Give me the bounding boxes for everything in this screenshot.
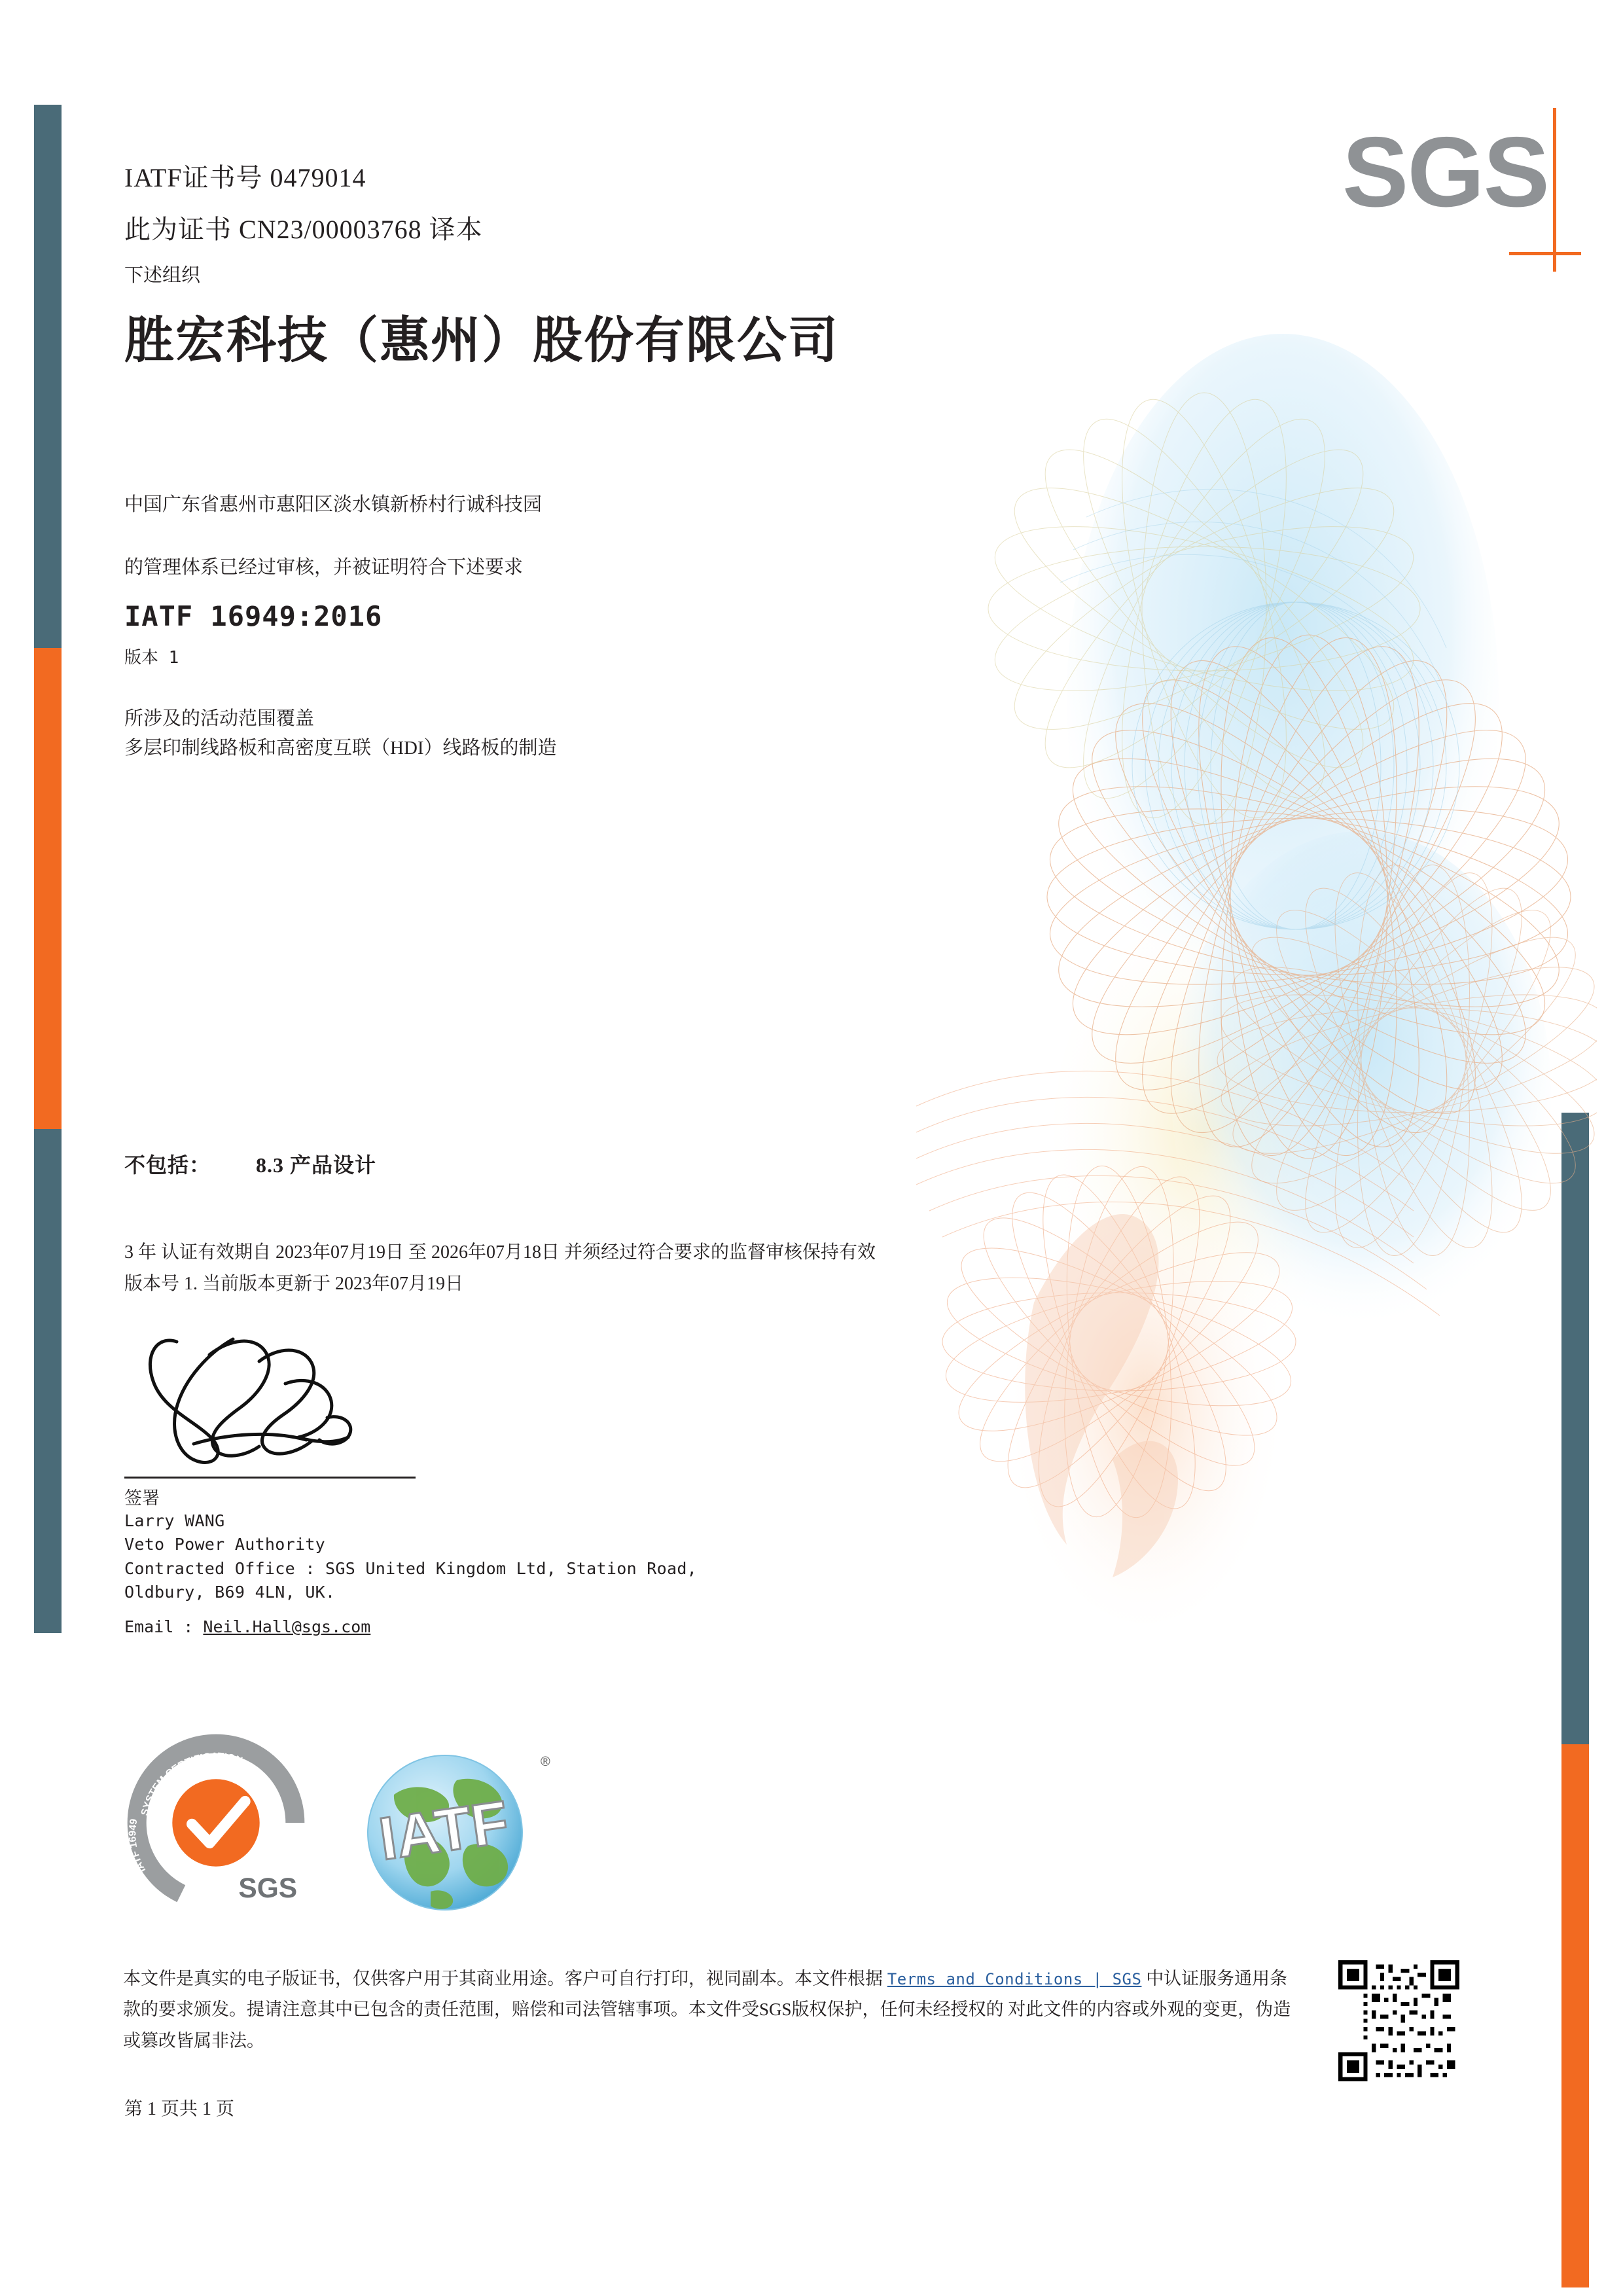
certificate-body — [124, 157, 1224, 763]
footer-text-2: 中认证服务通用条款的要求颁发。提请注意其中已包含的责任范围，赔偿和司法管辖事项。本文件受SGS版权保护，任何未经授权的 — [123, 1969, 1288, 2020]
badge-top-text: SYSTEM CERTIFICATION — [139, 1751, 244, 1817]
email-link[interactable]: Neil.Hall@sgs.com — [203, 1617, 371, 1636]
decor-bar-right-bottom — [1561, 1744, 1589, 2287]
iatf-globe-badge — [347, 1734, 569, 1918]
signature-rule — [124, 1477, 416, 1479]
signed-label: 签署 — [124, 1488, 160, 1508]
badge-sgs-label: SGS — [238, 1873, 298, 1905]
scope-text: 多层印制线路板和高密度互联（HDI）线路板的制造 — [124, 737, 557, 759]
exclusion-value: 8.3 产品设计 — [256, 1153, 377, 1177]
badge-side-text: IATF 16949 — [127, 1818, 149, 1875]
footer-text-3: 对此文件的内容或外观的变更，伪造或篡改皆属非法。 — [123, 2000, 1291, 2051]
email-label: Email : — [124, 1617, 194, 1636]
certificate-number: IATF证书号 0479014 — [124, 163, 366, 192]
handwritten-signature — [131, 1316, 438, 1479]
validity-block — [124, 1237, 1211, 1299]
registered-mark: ® — [541, 1755, 550, 1769]
validity-line-1: 3 年 认证有效期自 2023年07月19日 至 2026年07月18日 并须经过符合要求的监督审核保持有效 — [124, 1242, 876, 1263]
sgs-system-certification-badge — [121, 1728, 311, 1918]
exclusion-label: 不包括： — [124, 1153, 211, 1177]
organization-address: 中国广东省惠州市惠阳区淡水镇新桥村行诚科技园 — [124, 494, 543, 515]
email-row — [124, 1617, 713, 1636]
footer-text-1: 本文件是真实的电子版证书，仅供客户用于其商业用途。客户可自行打印，视同副本。本文件根据 — [123, 1969, 883, 1988]
scope-intro: 所涉及的活动范围覆盖 — [124, 708, 315, 729]
decor-bar-left-bottom — [34, 1129, 62, 1633]
signatory-name: Larry WANG — [124, 1511, 225, 1530]
signatory-title: Veto Power Authority — [124, 1535, 326, 1554]
decor-bar-left-top — [34, 105, 62, 648]
sgs-wordmark: SGS — [1342, 117, 1548, 228]
contracted-office: Contracted Office : SGS United Kingdom Ltd, Station Road, Oldbury, B69 4LN, UK. — [124, 1558, 698, 1602]
sgs-logo-horizontal-rule — [1509, 252, 1581, 255]
page-number: 第 1 页共 1 页 — [124, 2099, 235, 2119]
decor-bar-right-middle — [1561, 1113, 1589, 1744]
accreditation-badges — [121, 1728, 658, 1924]
terms-and-conditions-link[interactable]: Terms and Conditions | SGS — [887, 1970, 1142, 1988]
iatf-wordmark: IATF — [375, 1788, 513, 1873]
decor-bar-left-orange — [34, 648, 62, 1129]
validity-line-2: 版本号 1. 当前版本更新于 2023年07月19日 — [124, 1273, 464, 1294]
certificate-translation-note: 此为证书 CN23/00003768 译本 — [124, 215, 483, 244]
conformity-statement: 的管理体系已经过审核，并被证明符合下述要求 — [124, 557, 524, 578]
sgs-logo-vertical-rule — [1553, 108, 1556, 272]
organization-intro-label: 下述组织 — [124, 265, 201, 286]
standard-version: 版本 1 — [124, 648, 179, 668]
exclusion-row — [124, 1149, 376, 1179]
scope-block — [124, 704, 1224, 763]
verification-qr-code[interactable] — [1338, 1960, 1459, 2081]
organization-name: 胜宏科技（惠州）股份有限公司 — [124, 314, 839, 368]
footer-disclaimer — [123, 1964, 1301, 2056]
signature-block — [124, 1316, 713, 1636]
standard-name: IATF 16949:2016 — [124, 600, 383, 632]
sgs-logo — [1288, 117, 1563, 252]
